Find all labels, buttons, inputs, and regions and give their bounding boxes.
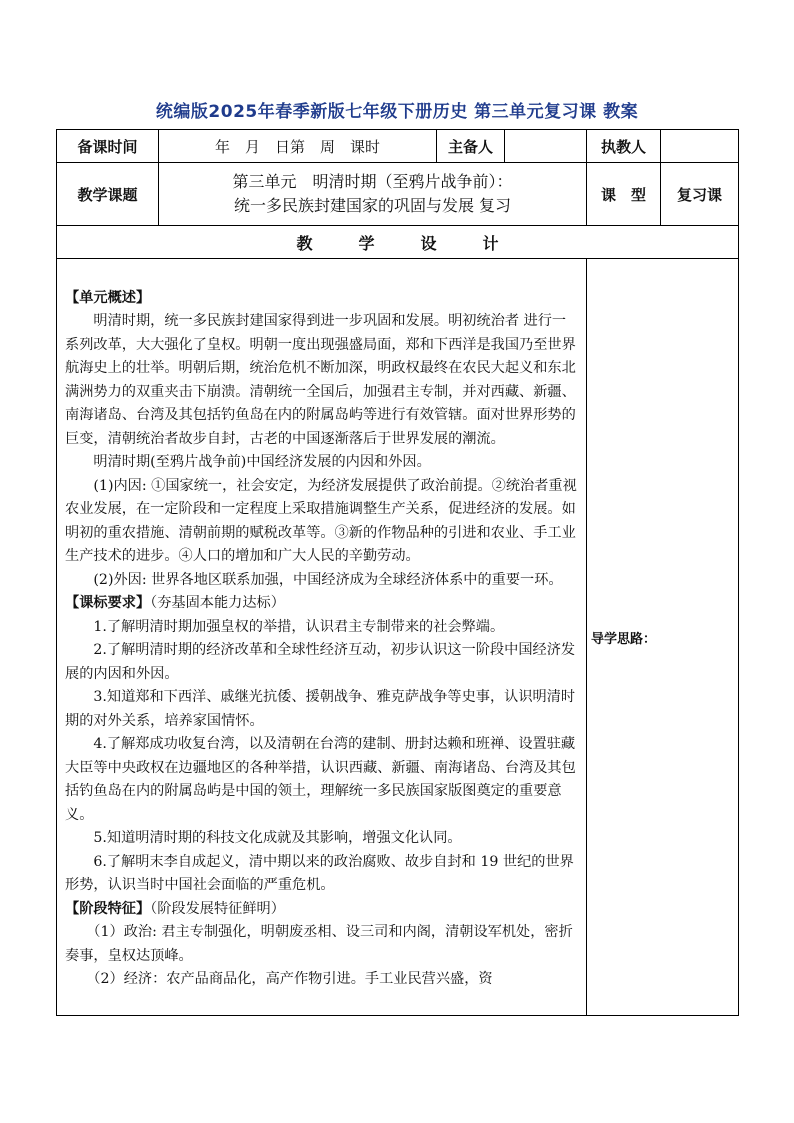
feature-item: （1）政治: 君主专制强化，明朝废丞相、设三司和内阁，清朝设军机处，密折奏事，皇权达顶峰。 bbox=[65, 924, 573, 964]
overview-paragraph-4: (2)外因: 世界各地区联系加强，中国经济成为全球经济体系中的重要一环。 bbox=[93, 571, 563, 588]
lesson-type-label: 课 型 bbox=[587, 163, 661, 226]
topic-value bbox=[159, 163, 587, 226]
standards-subtitle: （夯基固本能力达标） bbox=[150, 595, 285, 611]
teaching-design-label: 教学设计 bbox=[57, 226, 739, 259]
topic-label: 教学课题 bbox=[57, 163, 159, 226]
standard-item: 5.知道明清时期的科技文化成就及其影响，增强文化认同。 bbox=[93, 830, 462, 846]
prep-time-label: 备课时间 bbox=[57, 130, 159, 163]
section-title-overview: 【单元概述】 bbox=[65, 289, 151, 306]
guide-notes-label: 导学思路： bbox=[591, 631, 657, 647]
header-row-prep bbox=[57, 130, 739, 163]
page-title: 统编版2025年春季新版七年级下册历史 第三单元复习课 教案 bbox=[155, 102, 639, 122]
overview-paragraph-3: (1)内因: ①国家统一，社会安定，为经济发展提供了政治前提。②统治者重视农业发展，在一定阶段和一定程度上采取措施调整生产关系，促进经济的发展。如明初的重农措施、清朝前期的赋税改革等。③新的作物品种的引进和农业、手工业生产技术的进步。④人口的增加和广大人民的辛勤劳动。 bbox=[65, 477, 577, 564]
section-title-features: 【阶段特征】（阶段发展特征鲜明） bbox=[65, 900, 285, 917]
topic-line-2: 统一多民族封建国家的巩固与发展 复习 bbox=[233, 196, 512, 215]
guide-notes-column bbox=[587, 259, 739, 1016]
features-subtitle: （阶段发展特征鲜明） bbox=[150, 900, 285, 917]
header-row-topic bbox=[57, 163, 739, 226]
design-header-row bbox=[57, 226, 739, 259]
teacher-label: 执教人 bbox=[587, 130, 661, 163]
teacher-value bbox=[661, 130, 739, 163]
lesson-type-value: 复习课 bbox=[661, 163, 739, 226]
feature-item: （2）经济：农产品商品化，高产作物引进。手工业民营兴盛，资 bbox=[86, 971, 493, 987]
section-title-standards: 【课标要求】（夯基固本能力达标） bbox=[65, 595, 285, 611]
content-row bbox=[57, 259, 739, 1016]
overview-paragraph-1: 明清时期，统一多民族封建国家得到进一步巩固和发展。明初统治者 进行一系列改革，大大强化了皇权。明朝一度出现强盛局面，郑和下西洋是我国乃至世界航海史上的壮举。明朝后期，统治危机不断加深，明政权最终在农民大起义和东北满洲势力的双重夹击下崩溃。清朝统一全国后，加强君主专制，并对西藏、新疆、南海诸岛、台湾及其包括钓鱼岛在内的附属岛屿等进行有效管辖。面对世界形势的巨变，清朝统治者故步自封，古老的中国逐渐落后于世界发展的潮流。 bbox=[65, 313, 576, 447]
preparer-value bbox=[505, 130, 587, 163]
standard-item: 2.了解明清时期的经济改革和全球性经济互动，初步认识这一阶段中国经济发展的内因和外因。 bbox=[65, 642, 576, 682]
prep-time-value: 年 月 日第 周 课时 bbox=[159, 130, 437, 163]
standard-item: 6.了解明末李自成起义，清中期以来的政治腐败、故步自封和 19 世纪的世界形势，认识当时中国社会面临的严重危机。 bbox=[65, 853, 574, 893]
main-content bbox=[57, 259, 587, 1016]
preparer-label: 主备人 bbox=[437, 130, 505, 163]
standard-item: 4.了解郑成功收复台湾，以及清朝在台湾的建制、册封达赖和班禅、设置驻藏大臣等中央政权在边疆地区的各种举措，认识西藏、新疆、南海诸岛、台湾及其包括钓鱼岛在内的附属岛屿是中国的领土，理解统一多民族国家版图奠定的重要意义。 bbox=[65, 736, 576, 823]
lesson-plan-table bbox=[56, 129, 739, 1016]
topic-line-1: 第三单元 明清时期（至鸦片战争前）： bbox=[232, 172, 513, 191]
standard-item: 3.知道郑和下西洋、戚继光抗倭、援朝战争、雅克萨战争等史事，认识明清时期的对外关系，培养家国情怀。 bbox=[65, 689, 576, 729]
overview-paragraph-2: 明清时期(至鸦片战争前)中国经济发展的内因和外因。 bbox=[93, 454, 431, 470]
standard-item: 1.了解明清时期加强皇权的举措，认识君主专制带来的社会弊端。 bbox=[93, 618, 505, 635]
